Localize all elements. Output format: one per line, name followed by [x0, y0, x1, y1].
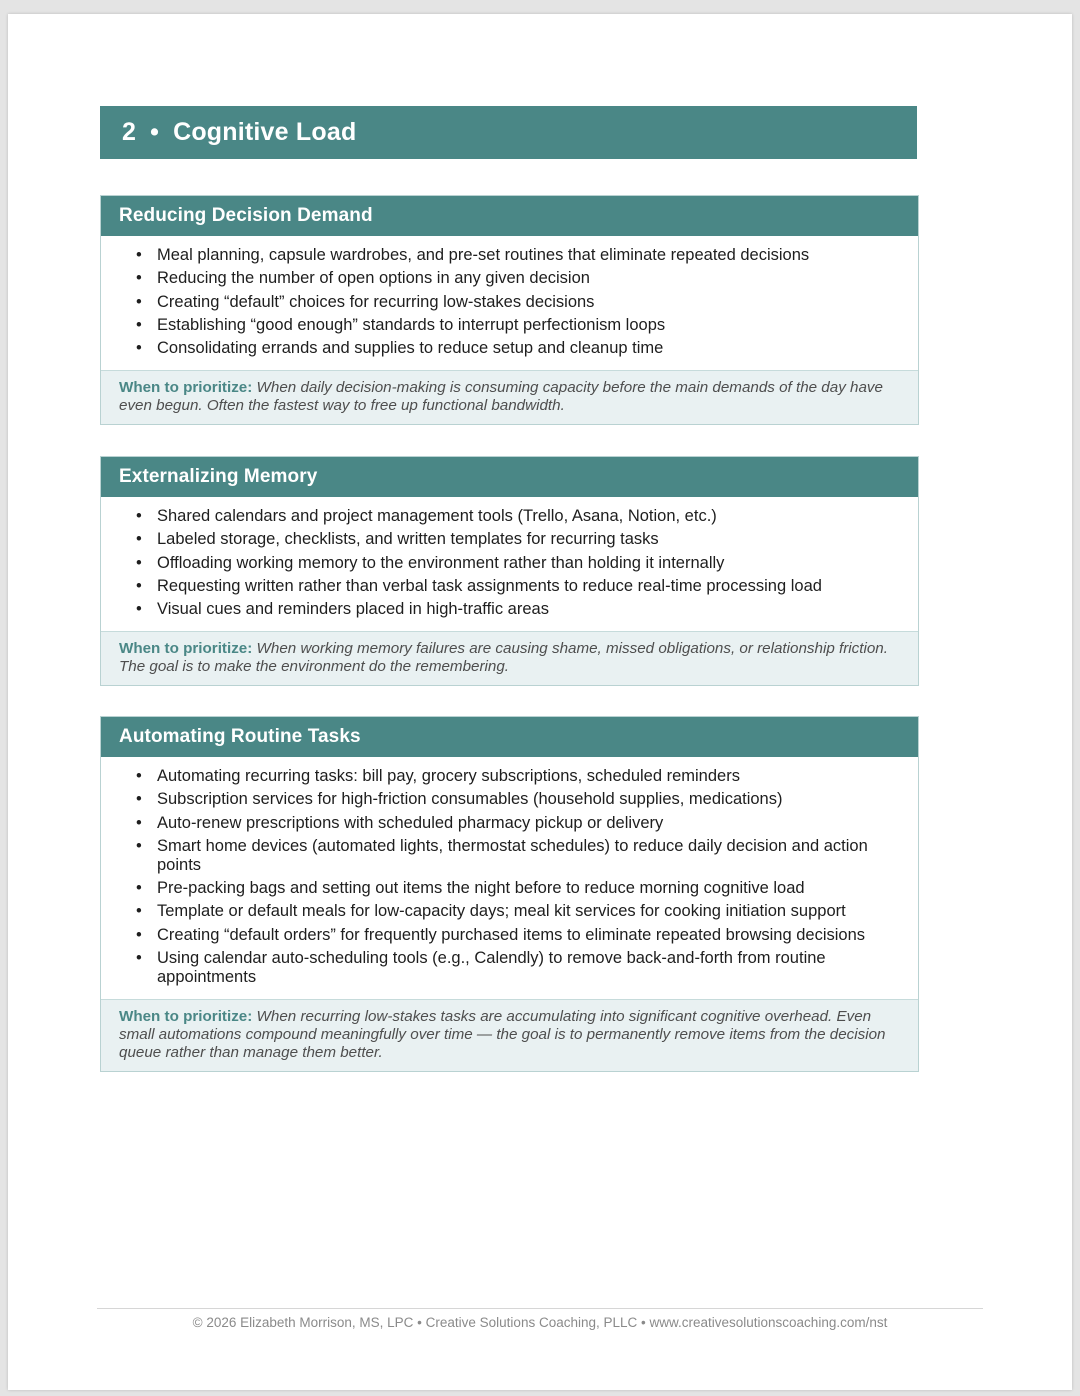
list-item: • Labeled storage, checklists, and written templates for recurring tasks [157, 530, 878, 549]
prioritize-label: When to prioritize: [119, 1008, 253, 1026]
list-item: • Establishing “good enough” standards to interrupt perfectionism loops [157, 316, 878, 335]
list-item: • Automating recurring tasks: bill pay, grocery subscriptions, scheduled reminders [157, 767, 878, 786]
card-header [101, 196, 918, 236]
prioritize-label: When to prioritize: [119, 640, 253, 658]
prioritize-note [101, 370, 918, 424]
list-item: • Using calendar auto-scheduling tools (e.g., Calendly) to remove back-and-forth from routine appointments [157, 949, 878, 987]
card-title: Automating Routine Tasks [119, 726, 361, 747]
prioritize-text: When daily decision-making is consuming capacity before the main demands of the day have even begun. Often the fastest way to free up functional bandwidth. [119, 379, 883, 415]
list-item: • Auto-renew prescriptions with scheduled pharmacy pickup or delivery [157, 814, 878, 833]
section-heading-banner [100, 106, 917, 159]
list-item: • Pre-packing bags and setting out items the night before to reduce morning cognitive load [157, 879, 878, 898]
footer-divider [97, 1308, 983, 1309]
list-item: • Offloading working memory to the environment rather than holding it internally [157, 554, 878, 573]
list-item: • Shared calendars and project management tools (Trello, Asana, Notion, etc.) [157, 507, 878, 526]
prioritize-text: When recurring low-stakes tasks are accumulating into significant cognitive overhead. Even small automations compound meaningfully over time — the goal is to permanently remove items from the decision queue rather than manage them better. [119, 1008, 886, 1062]
list-item: • Subscription services for high-friction consumables (household supplies, medications) [157, 790, 878, 809]
card-header [101, 717, 918, 757]
list-item: • Template or default meals for low-capacity days; meal kit services for cooking initiation support [157, 902, 878, 921]
card-title: Reducing Decision Demand [119, 205, 373, 226]
card-reducing-decision-demand [100, 195, 919, 425]
list-item: • Creating “default orders” for frequently purchased items to eliminate repeated browsing decisions [157, 926, 878, 945]
prioritize-label: When to prioritize: [119, 379, 253, 397]
list-item: • Meal planning, capsule wardrobes, and pre-set routines that eliminate repeated decisions [157, 246, 878, 265]
prioritize-note [101, 631, 918, 685]
list-item: • Requesting written rather than verbal task assignments to reduce real-time processing load [157, 577, 878, 596]
prioritize-text: When working memory failures are causing shame, missed obligations, or relationship friction. The goal is to make the environment do the remembering. [119, 640, 888, 676]
list-item: • Creating “default” choices for recurring low-stakes decisions [157, 293, 878, 312]
section-title: Cognitive Load [173, 118, 357, 146]
list-item: • Visual cues and reminders placed in high-traffic areas [157, 600, 878, 619]
card-bullet-list [101, 497, 918, 631]
card-externalizing-memory [100, 456, 919, 686]
card-header [101, 457, 918, 497]
list-item: • Consolidating errands and supplies to reduce setup and cleanup time [157, 339, 878, 358]
list-item: • Reducing the number of open options in any given decision [157, 269, 878, 288]
page-footer: © 2026 Elizabeth Morrison, MS, LPC • Creative Solutions Coaching, PLLC • www.creativesolutionscoaching.com/nst [192, 1315, 888, 1330]
prioritize-note [101, 999, 918, 1071]
card-bullet-list [101, 757, 918, 999]
section-number: 2 [122, 118, 137, 146]
card-bullet-list [101, 236, 918, 370]
list-item: • Smart home devices (automated lights, thermostat schedules) to reduce daily decision and action points [157, 837, 878, 875]
section-separator: • [150, 118, 160, 146]
card-title: Externalizing Memory [119, 466, 318, 487]
card-automating-routine-tasks [100, 716, 919, 1072]
